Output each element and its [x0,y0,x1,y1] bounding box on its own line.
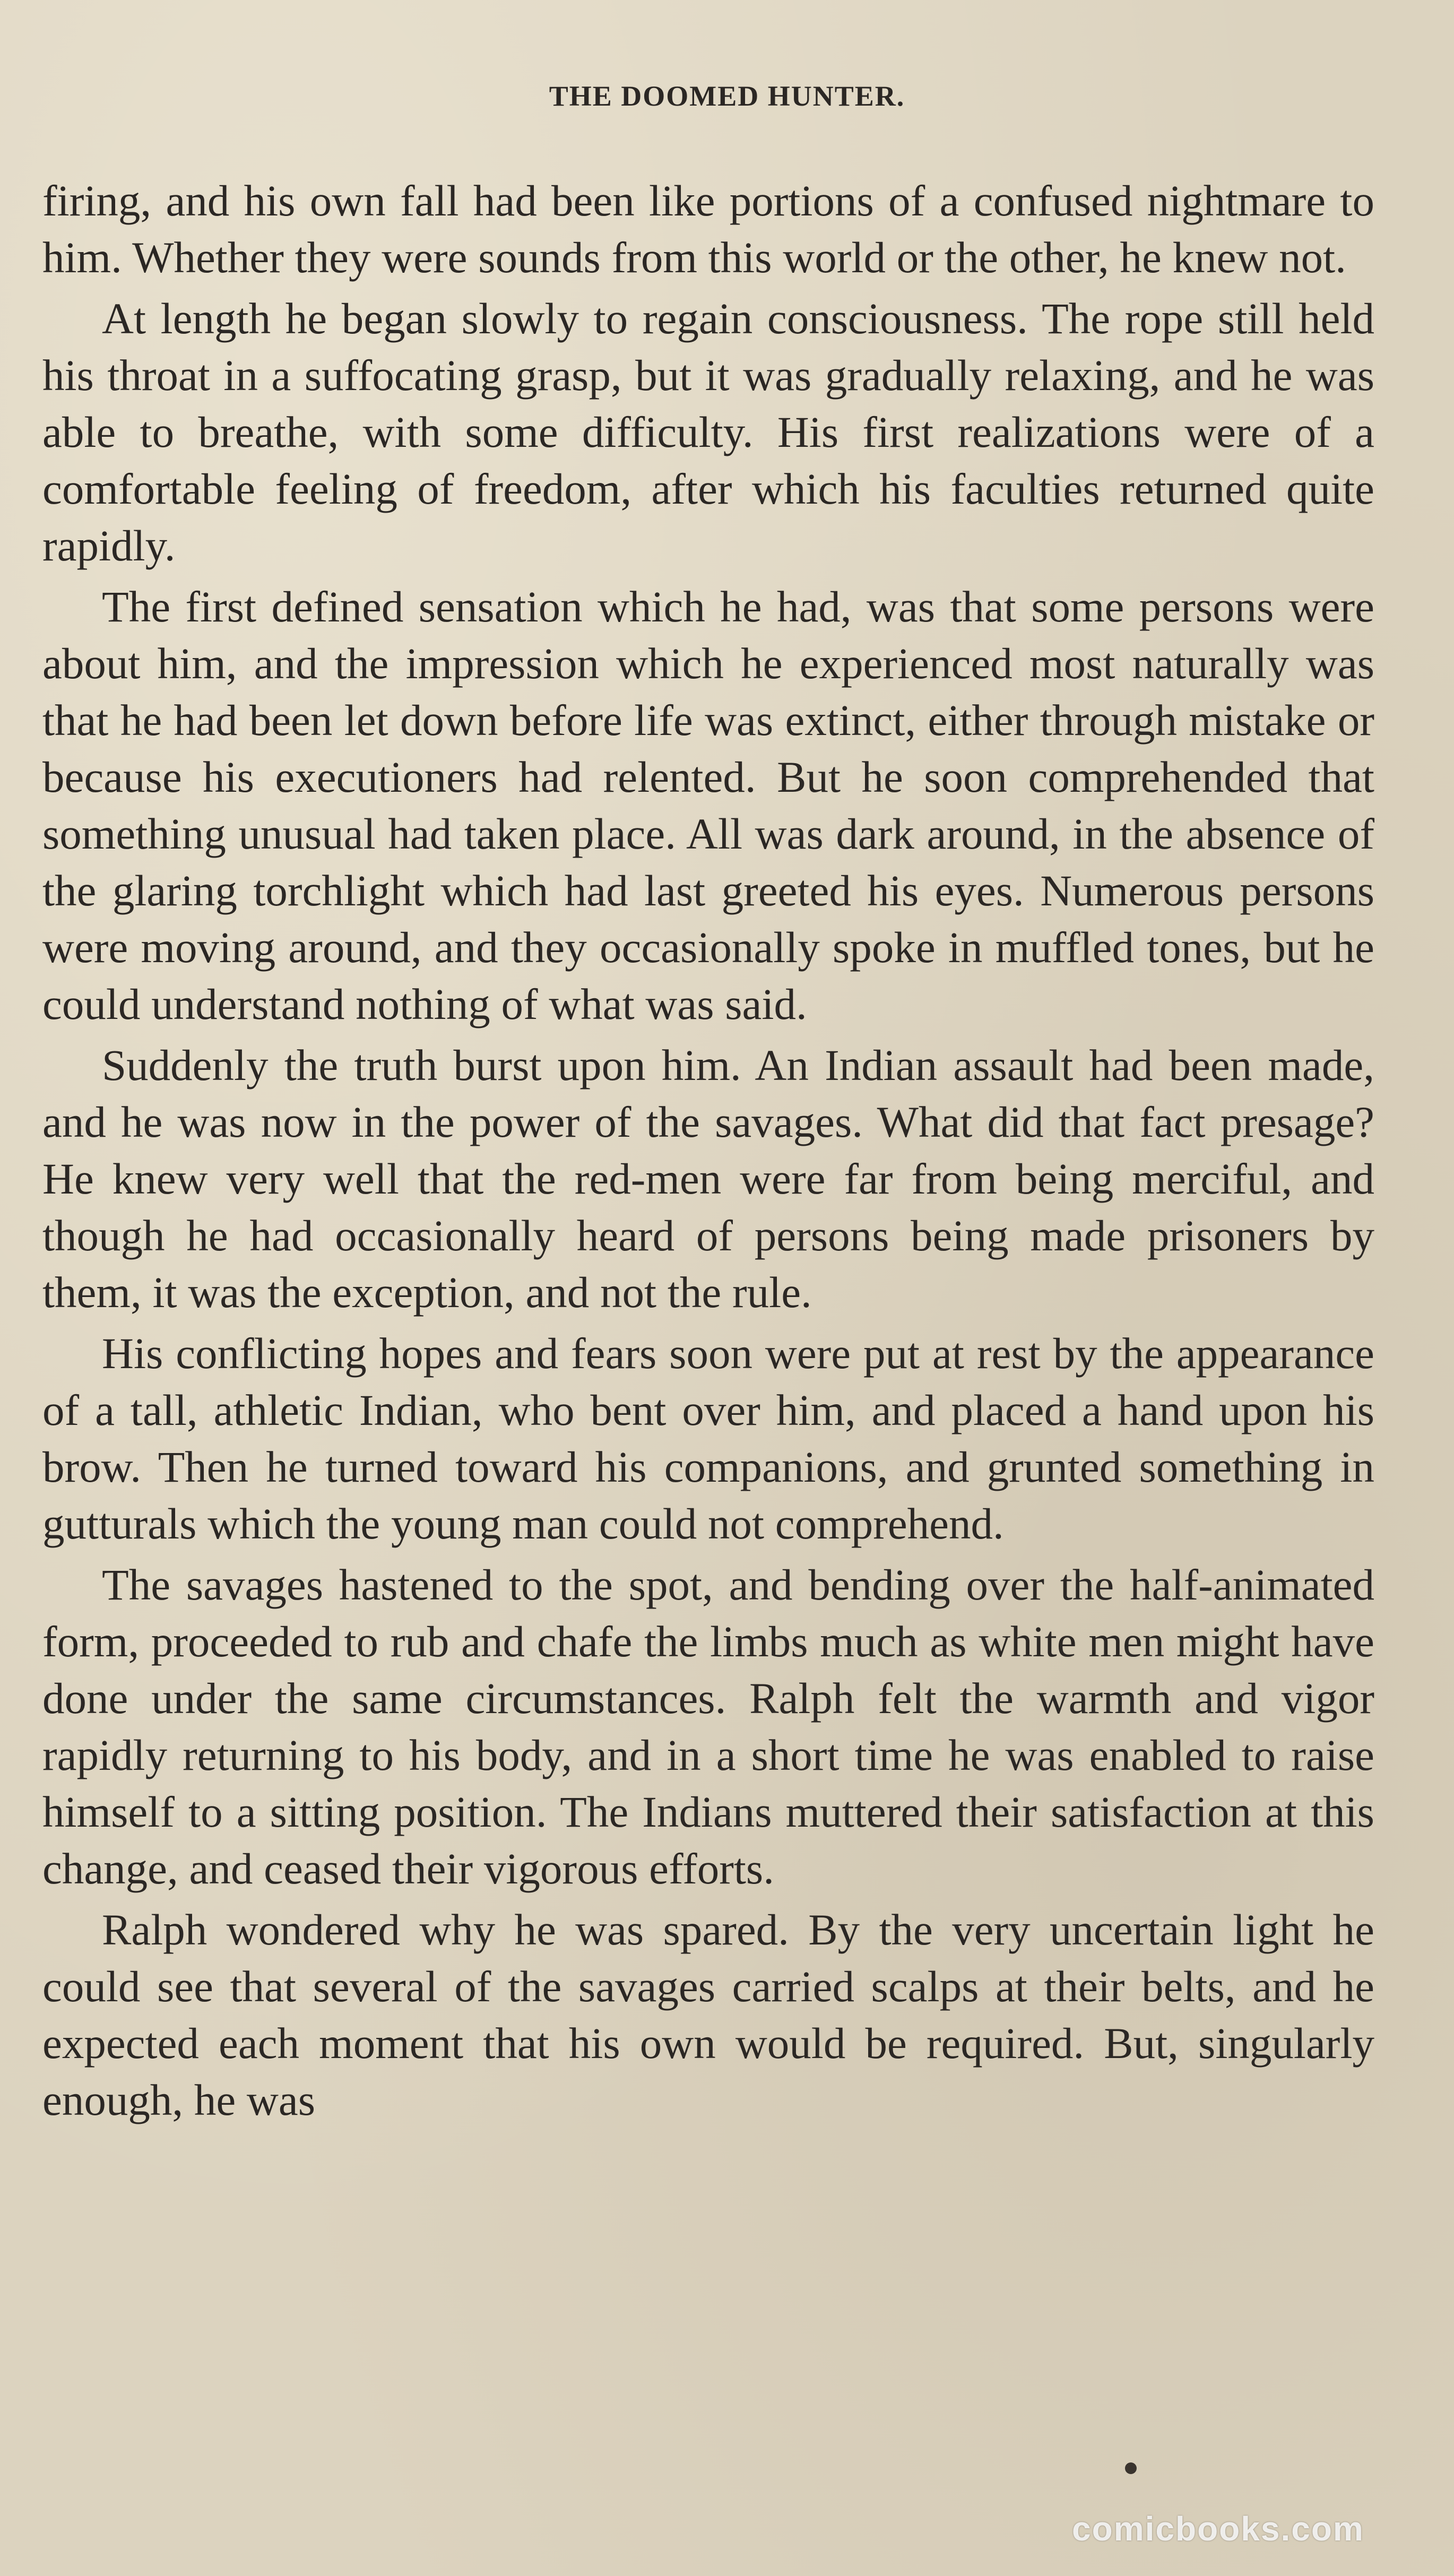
paragraph-7: Ralph wondered why he was spared. By the very uncertain light he could see that several of the savages carried scalps at their belts, and he expected each moment that his own would be required. But, singularly enough, he was [42,1905,1374,2124]
paragraph-2: At length he began slowly to regain consciousness. The rope still held his throat in a suffocating grasp, but it was gradually relaxing, and he was able to breathe, with some difficulty. His first realizations were of a comfortable feeling of freedom, after which his faculties returned quite rapidly. [42,294,1374,570]
paragraph-4: Suddenly the truth burst upon him. An Indian assault had been made, and he was now in the power of the savages. What did that fact presage? He knew very well that the red-men were far from being merciful, and though he had occasionally heard of persons being made prisoners by them, it was the exception, and not the rule. [42,1041,1374,1317]
body-text [42,172,1374,2129]
paragraph-5: His conflicting hopes and fears soon were put at rest by the appearance of a tall, athletic Indian, who bent over him, and placed a hand upon his brow. Then he turned toward his companions, and grunted something in gutturals which the young man could not comprehend. [42,1329,1374,1548]
running-head: THE DOOMED HUNTER. [549,80,905,112]
watermark: comicbooks.com [1072,2510,1364,2548]
ink-dot-ornament [1125,2462,1137,2474]
paragraph-1: firing, and his own fall had been like portions of a confused nightmare to him. Whether they were sounds from this world or the other, he knew not. [42,176,1374,282]
paragraph-3: The first defined sensation which he had, was that some persons were about him, and the impression which he experienced most naturally was that he had been let down before life was extinct, either through mistake or because his executioners had relented. But he soon comprehended that something unusual had taken place. All was dark around, in the absence of the glaring torchlight which had last greeted his eyes. Numerous persons were moving around, and they occasionally spoke in muffled tones, but he could understand nothing of what was said. [42,582,1374,1028]
paragraph-6: The savages hastened to the spot, and bending over the half-animated form, proceeded to rub and chafe the limbs much as white men might have done under the same circumstances. Ralph felt the warmth and vigor rapidly returning to his body, and in a short time he was enabled to raise himself to a sitting position. The Indians muttered their satisfaction at this change, and ceased their vigorous efforts. [42,1560,1374,1893]
